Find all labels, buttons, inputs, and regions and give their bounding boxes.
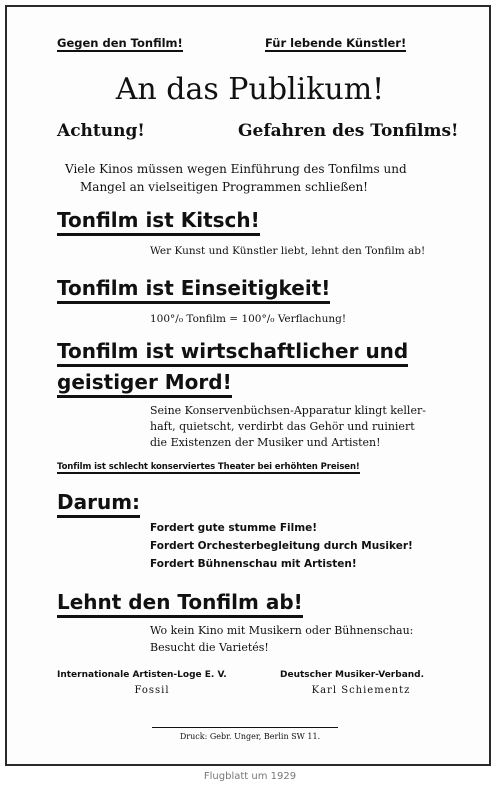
closing-text-line-2: Besucht die Varietés! bbox=[150, 641, 269, 654]
section-einseitigkeit-heading: Tonfilm ist Einseitigkeit! bbox=[57, 276, 330, 304]
signature-left-name: Fossil bbox=[134, 685, 170, 696]
closing-heading: Lehnt den Tonfilm ab! bbox=[57, 590, 303, 618]
warning-left: Achtung! bbox=[57, 121, 145, 141]
demand-item: Fordert Orchesterbegleitung durch Musiker! bbox=[150, 540, 413, 552]
signature-right-org: Deutscher Musiker-Verband. bbox=[280, 670, 425, 680]
demand-item: Fordert gute stumme Filme! bbox=[150, 522, 318, 534]
page-title: An das Publikum! bbox=[115, 72, 385, 107]
header-left-slogan: Gegen den Tonfilm! bbox=[57, 36, 183, 50]
printer-imprint: Druck: Gebr. Unger, Berlin SW 11. bbox=[179, 732, 321, 741]
signature-right-name: Karl Schiementz bbox=[311, 685, 411, 696]
intro-line-1: Viele Kinos müssen wegen Einführung des Tonfilms und bbox=[65, 162, 407, 176]
header-right-slogan: Für lebende Künstler! bbox=[265, 36, 407, 50]
intro-line-2: Mangel an vielseitigen Programmen schließen! bbox=[80, 180, 369, 194]
demands-heading: Darum: bbox=[57, 490, 140, 518]
signature-left-org: Internationale Artisten-Loge E. V. bbox=[57, 670, 227, 680]
demand-item: Fordert Bühnenschau mit Artisten! bbox=[150, 558, 357, 570]
section-mord-heading-line-2: geistiger Mord! bbox=[57, 370, 232, 398]
theater-banner: Tonfilm ist schlecht konserviertes Theater bei erhöhten Preisen! bbox=[57, 462, 360, 472]
closing-text-line-1: Wo kein Kino mit Musikern oder Bühnenschau: bbox=[150, 624, 414, 637]
caption: Flugblatt um 1929 bbox=[203, 771, 297, 782]
section-mord-text-line-3: die Existenzen der Musiker und Artisten! bbox=[150, 436, 381, 449]
section-mord-text-line-1: Seine Konservenbüchsen-Apparatur klingt keller- bbox=[150, 404, 426, 417]
warning-right: Gefahren des Tonfilms! bbox=[238, 121, 459, 141]
section-kitsch-text: Wer Kunst und Künstler liebt, lehnt den Tonfilm ab! bbox=[150, 245, 426, 257]
section-einseitigkeit-text: 100°/₀ Tonfilm = 100°/₀ Verflachung! bbox=[150, 313, 347, 325]
printer-divider bbox=[152, 727, 338, 728]
section-kitsch-heading: Tonfilm ist Kitsch! bbox=[57, 208, 260, 236]
section-mord-text-line-2: haft, quietscht, verdirbt das Gehör und ruiniert bbox=[150, 420, 415, 433]
section-mord-heading-line-1: Tonfilm ist wirtschaftlicher und bbox=[57, 339, 408, 367]
